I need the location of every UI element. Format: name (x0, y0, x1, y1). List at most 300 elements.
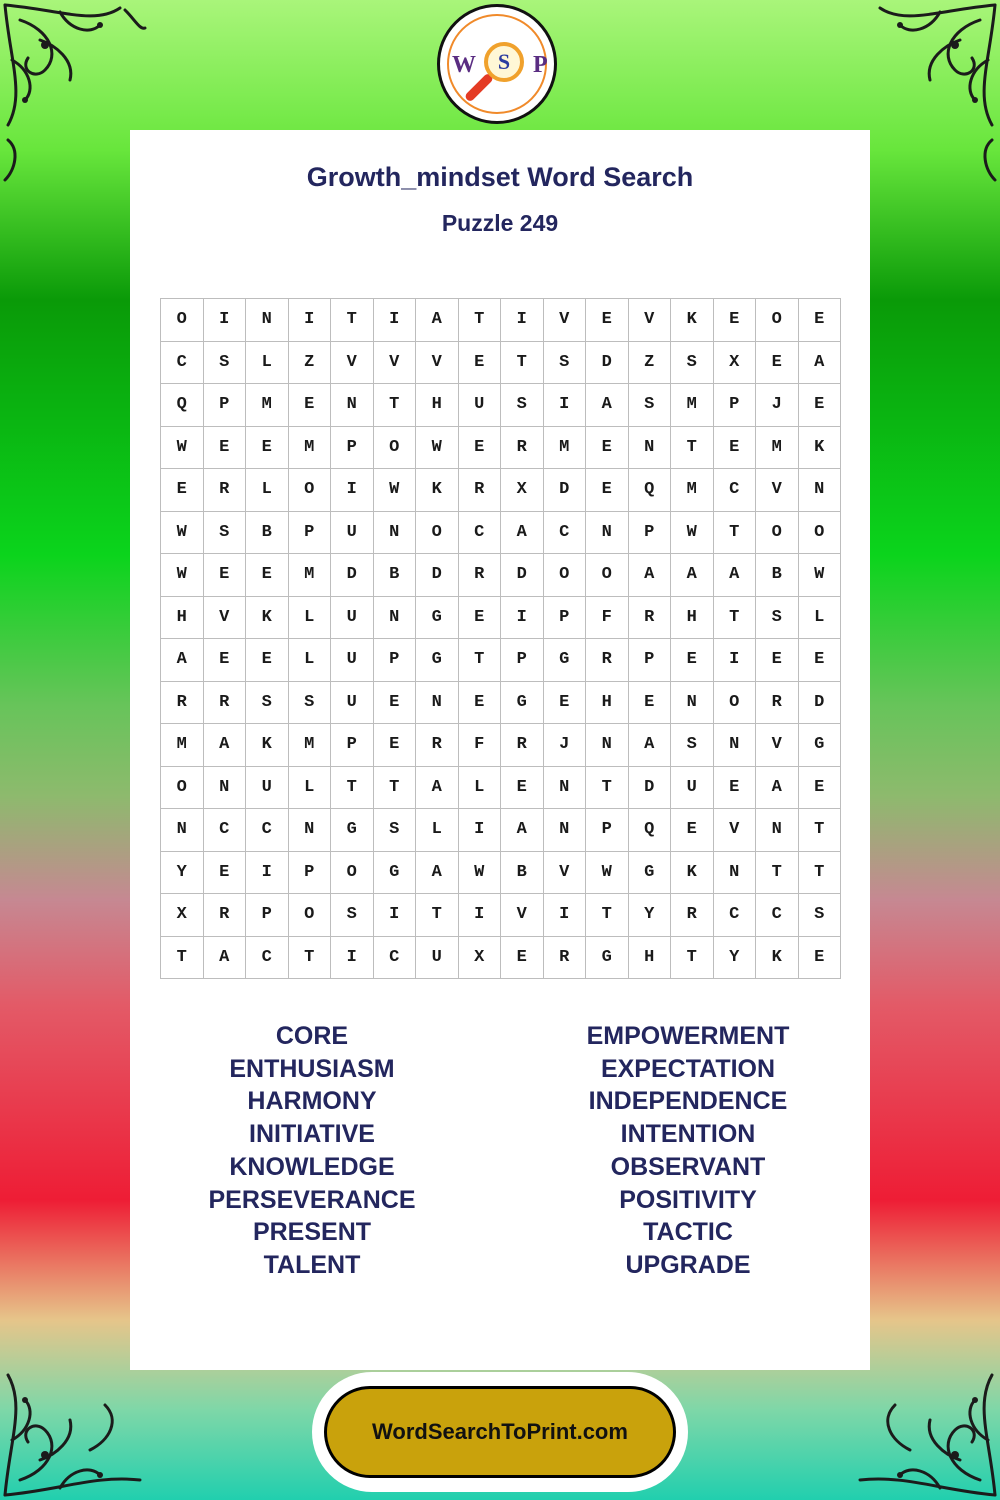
grid-cell[interactable]: K (246, 597, 289, 640)
grid-cell[interactable]: G (544, 639, 587, 682)
grid-cell[interactable]: N (799, 469, 842, 512)
grid-cell[interactable]: D (629, 767, 672, 810)
grid-cell[interactable]: H (161, 597, 204, 640)
grid-cell[interactable]: S (204, 512, 247, 555)
word-item: EMPOWERMENT (586, 1022, 790, 1050)
grid-cell[interactable]: W (799, 554, 842, 597)
grid-cell[interactable]: I (331, 937, 374, 980)
grid-cell[interactable]: R (586, 639, 629, 682)
grid-cell[interactable]: H (629, 937, 672, 980)
grid-cell[interactable]: U (331, 597, 374, 640)
grid-cell[interactable]: T (374, 767, 417, 810)
grid-cell[interactable]: O (331, 852, 374, 895)
grid-cell[interactable]: D (501, 554, 544, 597)
word-item: INITIATIVE (249, 1120, 375, 1149)
grid-cell[interactable]: E (374, 724, 417, 767)
grid-cell[interactable]: K (671, 852, 714, 895)
grid-cell[interactable]: W (459, 852, 502, 895)
grid-cell[interactable]: R (459, 469, 502, 512)
grid-cell[interactable]: I (246, 852, 289, 895)
grid-cell[interactable]: F (459, 724, 502, 767)
grid-cell[interactable]: Y (629, 894, 672, 937)
grid-cell[interactable]: E (459, 597, 502, 640)
grid-cell[interactable]: I (204, 299, 247, 342)
puzzle-card (130, 130, 870, 1370)
grid-cell[interactable]: N (374, 512, 417, 555)
grid-cell[interactable]: Q (629, 809, 672, 852)
grid-cell[interactable]: N (161, 809, 204, 852)
corner-ornament-top-right (850, 0, 1000, 200)
grid-cell[interactable]: P (204, 384, 247, 427)
grid-cell[interactable]: L (246, 469, 289, 512)
grid-cell[interactable]: F (586, 597, 629, 640)
grid-cell[interactable]: A (501, 512, 544, 555)
grid-cell[interactable]: O (374, 427, 417, 470)
grid-cell[interactable]: O (799, 512, 842, 555)
grid-cell[interactable]: E (799, 639, 842, 682)
grid-cell[interactable]: T (331, 299, 374, 342)
grid-cell[interactable]: H (671, 597, 714, 640)
grid-cell[interactable]: K (671, 299, 714, 342)
grid-cell[interactable]: E (246, 639, 289, 682)
grid-cell[interactable]: G (501, 682, 544, 725)
grid-cell[interactable]: E (501, 767, 544, 810)
grid-cell[interactable]: C (714, 894, 757, 937)
grid-cell[interactable]: P (331, 427, 374, 470)
grid-cell[interactable]: Y (714, 937, 757, 980)
grid-cell[interactable]: I (331, 469, 374, 512)
corner-ornament-bottom-left (0, 1300, 150, 1500)
grid-cell[interactable]: I (289, 299, 332, 342)
grid-cell[interactable]: U (331, 512, 374, 555)
grid-cell[interactable]: V (756, 724, 799, 767)
grid-cell[interactable]: V (501, 894, 544, 937)
grid-cell[interactable]: E (204, 852, 247, 895)
grid-cell[interactable]: G (586, 937, 629, 980)
grid-cell[interactable]: A (629, 554, 672, 597)
grid-cell[interactable]: R (416, 724, 459, 767)
grid-cell[interactable]: B (374, 554, 417, 597)
grid-cell[interactable]: O (714, 682, 757, 725)
grid-cell[interactable]: W (671, 512, 714, 555)
flourish-icon (850, 1300, 1000, 1500)
grid-cell[interactable]: C (714, 469, 757, 512)
grid-cell[interactable]: J (756, 384, 799, 427)
grid-cell[interactable]: E (161, 469, 204, 512)
grid-cell[interactable]: P (629, 512, 672, 555)
grid-cell[interactable]: O (289, 469, 332, 512)
grid-cell[interactable]: E (714, 299, 757, 342)
grid-cell[interactable]: H (416, 384, 459, 427)
grid-cell[interactable]: P (289, 852, 332, 895)
site-link[interactable]: WordSearchToPrint.com (324, 1386, 676, 1478)
grid-cell[interactable]: H (586, 682, 629, 725)
grid-cell[interactable]: C (459, 512, 502, 555)
grid-cell[interactable]: S (799, 894, 842, 937)
puzzle-title: Growth_mindset Word Search (306, 162, 694, 192)
grid-cell[interactable]: B (501, 852, 544, 895)
grid-cell[interactable]: B (246, 512, 289, 555)
grid-cell[interactable]: L (416, 809, 459, 852)
grid-cell[interactable]: X (459, 937, 502, 980)
flourish-icon (850, 0, 1000, 200)
word-item: KNOWLEDGE (229, 1152, 395, 1181)
grid-cell[interactable]: A (586, 384, 629, 427)
grid-cell[interactable]: V (714, 809, 757, 852)
grid-cell[interactable]: L (289, 767, 332, 810)
grid-cell[interactable]: E (799, 767, 842, 810)
grid-cell[interactable]: C (204, 809, 247, 852)
grid-cell[interactable]: I (374, 299, 417, 342)
grid-cell[interactable]: T (586, 894, 629, 937)
grid-cell[interactable]: W (416, 427, 459, 470)
grid-cell[interactable]: R (204, 894, 247, 937)
grid-cell[interactable]: A (416, 852, 459, 895)
grid-cell[interactable]: X (714, 342, 757, 385)
grid-cell[interactable]: N (289, 809, 332, 852)
grid-row (161, 512, 841, 555)
grid-cell[interactable]: P (714, 384, 757, 427)
grid-cell[interactable]: Q (161, 384, 204, 427)
grid-cell[interactable]: T (161, 937, 204, 980)
grid-cell[interactable]: M (246, 384, 289, 427)
grid-cell[interactable]: E (459, 682, 502, 725)
word-item: INTENTION (620, 1120, 756, 1149)
grid-cell[interactable]: T (331, 767, 374, 810)
grid-cell[interactable]: V (544, 299, 587, 342)
grid-cell[interactable]: V (331, 342, 374, 385)
grid-cell[interactable]: T (374, 384, 417, 427)
grid-cell[interactable]: E (246, 427, 289, 470)
grid-cell[interactable]: R (756, 682, 799, 725)
grid-cell[interactable]: S (756, 597, 799, 640)
grid-cell[interactable]: T (799, 852, 842, 895)
grid-cell[interactable]: K (246, 724, 289, 767)
grid-cell[interactable]: R (459, 554, 502, 597)
grid-cell[interactable]: D (799, 682, 842, 725)
grid-cell[interactable]: S (671, 342, 714, 385)
grid-cell[interactable]: R (671, 894, 714, 937)
grid-row (161, 342, 841, 385)
grid-cell[interactable]: R (204, 469, 247, 512)
grid-cell[interactable]: M (289, 427, 332, 470)
grid-cell[interactable]: Z (629, 342, 672, 385)
grid-cell[interactable]: T (671, 427, 714, 470)
grid-cell[interactable]: C (246, 809, 289, 852)
grid-cell[interactable]: Z (289, 342, 332, 385)
grid-cell[interactable]: A (714, 554, 757, 597)
grid-row (161, 682, 841, 725)
grid-cell[interactable]: K (756, 937, 799, 980)
grid-cell[interactable]: W (161, 512, 204, 555)
grid-cell[interactable]: A (629, 724, 672, 767)
word-item: TACTIC (643, 1218, 733, 1247)
grid-cell[interactable]: E (204, 554, 247, 597)
word-item: PERSEVERANCE (208, 1185, 416, 1214)
word-list-right (500, 1020, 876, 1282)
grid-cell[interactable]: P (501, 639, 544, 682)
grid-cell[interactable]: T (586, 767, 629, 810)
grid-cell[interactable]: A (799, 342, 842, 385)
grid-cell[interactable]: O (756, 299, 799, 342)
grid-cell[interactable]: D (544, 469, 587, 512)
grid-row (161, 937, 841, 980)
grid-row (161, 554, 841, 597)
grid-cell[interactable]: E (799, 299, 842, 342)
logo-letter-s: S (497, 49, 511, 74)
grid-cell[interactable]: E (714, 427, 757, 470)
grid-cell[interactable]: I (544, 894, 587, 937)
grid-cell[interactable]: E (586, 427, 629, 470)
grid-cell[interactable]: C (374, 937, 417, 980)
grid-cell[interactable]: U (331, 682, 374, 725)
grid-cell[interactable]: U (671, 767, 714, 810)
grid-cell[interactable]: U (416, 937, 459, 980)
grid-cell[interactable]: R (629, 597, 672, 640)
grid-cell[interactable]: E (799, 937, 842, 980)
grid-cell[interactable]: V (544, 852, 587, 895)
grid-cell[interactable]: S (204, 342, 247, 385)
word-item: POSITIVITY (619, 1185, 757, 1214)
grid-cell[interactable]: S (544, 342, 587, 385)
grid-cell[interactable]: S (671, 724, 714, 767)
grid-cell[interactable]: A (204, 937, 247, 980)
grid-cell[interactable]: U (331, 639, 374, 682)
grid-cell[interactable]: I (501, 299, 544, 342)
grid-cell[interactable]: G (629, 852, 672, 895)
grid-cell[interactable]: N (416, 682, 459, 725)
grid-cell[interactable]: M (544, 427, 587, 470)
grid-row (161, 852, 841, 895)
grid-cell[interactable]: R (501, 724, 544, 767)
grid-cell[interactable]: A (756, 767, 799, 810)
grid-cell[interactable]: C (161, 342, 204, 385)
grid-cell[interactable]: S (501, 384, 544, 427)
grid-cell[interactable]: V (204, 597, 247, 640)
grid-cell[interactable]: P (374, 639, 417, 682)
grid-cell[interactable]: A (416, 767, 459, 810)
grid-cell[interactable]: O (289, 894, 332, 937)
grid-cell[interactable]: N (544, 767, 587, 810)
site-badge (312, 1372, 688, 1492)
grid-cell[interactable]: X (161, 894, 204, 937)
grid-cell[interactable]: V (374, 342, 417, 385)
grid-cell[interactable]: U (246, 767, 289, 810)
grid-cell[interactable]: P (289, 512, 332, 555)
grid-cell[interactable]: D (416, 554, 459, 597)
word-item: PRESENT (252, 1218, 372, 1247)
grid-cell[interactable]: P (629, 639, 672, 682)
grid-cell[interactable]: T (714, 597, 757, 640)
grid-cell[interactable]: T (756, 852, 799, 895)
grid-cell[interactable]: O (416, 512, 459, 555)
grid-cell[interactable]: A (671, 554, 714, 597)
grid-cell[interactable]: A (501, 809, 544, 852)
grid-cell[interactable]: O (544, 554, 587, 597)
grid-row (161, 894, 841, 937)
grid-cell[interactable]: P (544, 597, 587, 640)
grid-cell[interactable]: V (756, 469, 799, 512)
grid-cell[interactable]: N (756, 809, 799, 852)
grid-cell[interactable]: W (586, 852, 629, 895)
grid-cell[interactable]: O (161, 767, 204, 810)
grid-row (161, 469, 841, 512)
grid-cell[interactable]: D (331, 554, 374, 597)
magnifier-icon (484, 42, 524, 82)
grid-row (161, 724, 841, 767)
corner-ornament-top-left (0, 0, 150, 200)
grid-cell[interactable]: R (544, 937, 587, 980)
grid-cell[interactable]: A (416, 299, 459, 342)
word-item: TALENT (263, 1250, 361, 1279)
grid-cell[interactable]: T (289, 937, 332, 980)
grid-cell[interactable]: C (544, 512, 587, 555)
grid-row (161, 809, 841, 852)
grid-cell[interactable]: T (671, 937, 714, 980)
grid-cell[interactable]: A (161, 639, 204, 682)
grid-cell[interactable]: E (204, 639, 247, 682)
grid-cell[interactable]: M (671, 469, 714, 512)
grid-cell[interactable]: G (416, 639, 459, 682)
grid-cell[interactable]: N (629, 427, 672, 470)
grid-cell[interactable]: O (586, 554, 629, 597)
grid-cell[interactable]: P (586, 809, 629, 852)
grid-cell[interactable]: I (459, 809, 502, 852)
grid-cell[interactable]: M (289, 724, 332, 767)
grid-cell[interactable]: A (204, 724, 247, 767)
grid-cell[interactable]: N (586, 512, 629, 555)
grid-cell[interactable]: N (671, 682, 714, 725)
grid-cell[interactable]: E (799, 384, 842, 427)
grid-cell[interactable]: E (629, 682, 672, 725)
grid-cell[interactable]: E (204, 427, 247, 470)
corner-ornament-bottom-right (850, 1300, 1000, 1500)
grid-cell[interactable]: J (544, 724, 587, 767)
grid-cell[interactable]: L (246, 342, 289, 385)
grid-cell[interactable]: C (756, 894, 799, 937)
grid-cell[interactable]: E (586, 469, 629, 512)
grid-cell[interactable]: S (331, 894, 374, 937)
letter-grid (160, 298, 841, 979)
grid-cell[interactable]: E (671, 639, 714, 682)
grid-cell[interactable]: T (501, 342, 544, 385)
grid-cell[interactable]: N (544, 809, 587, 852)
grid-cell[interactable]: N (246, 299, 289, 342)
grid-cell[interactable]: T (416, 894, 459, 937)
grid-cell[interactable]: D (586, 342, 629, 385)
grid-cell[interactable]: V (416, 342, 459, 385)
grid-cell[interactable]: M (756, 427, 799, 470)
grid-cell[interactable]: S (289, 682, 332, 725)
grid-cell[interactable]: S (374, 809, 417, 852)
grid-cell[interactable]: E (459, 342, 502, 385)
grid-cell[interactable]: Q (629, 469, 672, 512)
grid-cell[interactable]: E (459, 427, 502, 470)
grid-row (161, 767, 841, 810)
grid-cell[interactable]: N (331, 384, 374, 427)
grid-cell[interactable]: K (799, 427, 842, 470)
grid-cell[interactable]: V (629, 299, 672, 342)
grid-cell[interactable]: E (544, 682, 587, 725)
grid-cell[interactable]: K (416, 469, 459, 512)
grid-cell[interactable]: R (501, 427, 544, 470)
grid-row (161, 384, 841, 427)
grid-cell[interactable]: S (246, 682, 289, 725)
grid-cell[interactable]: C (246, 937, 289, 980)
grid-cell[interactable]: W (161, 554, 204, 597)
grid-cell[interactable]: M (671, 384, 714, 427)
grid-cell[interactable]: N (586, 724, 629, 767)
grid-cell[interactable]: E (501, 937, 544, 980)
word-item: HARMONY (247, 1087, 377, 1116)
word-item: INDEPENDENCE (588, 1087, 788, 1116)
grid-cell[interactable]: L (289, 639, 332, 682)
grid-cell[interactable]: R (161, 682, 204, 725)
grid-cell[interactable]: R (204, 682, 247, 725)
flourish-icon (0, 0, 150, 200)
puzzle-number: Puzzle 249 (441, 210, 559, 236)
grid-cell[interactable]: W (161, 427, 204, 470)
grid-cell[interactable]: T (714, 512, 757, 555)
grid-cell[interactable]: T (459, 639, 502, 682)
grid-cell[interactable]: G (416, 597, 459, 640)
grid-cell[interactable]: G (799, 724, 842, 767)
logo-letter-w: W (452, 52, 476, 78)
grid-cell[interactable]: P (331, 724, 374, 767)
grid-cell[interactable]: N (374, 597, 417, 640)
grid-cell[interactable]: E (756, 639, 799, 682)
grid-cell[interactable]: I (714, 639, 757, 682)
grid-cell[interactable]: E (246, 554, 289, 597)
grid-cell[interactable]: I (544, 384, 587, 427)
grid-cell[interactable]: M (289, 554, 332, 597)
grid-cell[interactable]: Y (161, 852, 204, 895)
word-item: UPGRADE (625, 1250, 751, 1279)
grid-cell[interactable]: O (161, 299, 204, 342)
grid-cell[interactable]: I (501, 597, 544, 640)
grid-cell[interactable]: E (289, 384, 332, 427)
grid-cell[interactable]: L (459, 767, 502, 810)
grid-cell[interactable]: T (459, 299, 502, 342)
grid-cell[interactable]: M (161, 724, 204, 767)
grid-cell[interactable]: E (756, 342, 799, 385)
word-list-left (130, 1020, 494, 1282)
grid-cell[interactable]: X (501, 469, 544, 512)
grid-cell[interactable]: G (374, 852, 417, 895)
grid-cell[interactable]: B (756, 554, 799, 597)
grid-cell[interactable]: G (331, 809, 374, 852)
grid-cell[interactable]: E (374, 682, 417, 725)
grid-cell[interactable]: N (714, 724, 757, 767)
grid-cell[interactable]: S (629, 384, 672, 427)
wsp-logo (437, 4, 557, 124)
grid-cell[interactable]: O (756, 512, 799, 555)
grid-cell[interactable]: P (246, 894, 289, 937)
word-item: CORE (275, 1022, 349, 1050)
grid-cell[interactable]: I (459, 894, 502, 937)
grid-cell[interactable]: I (374, 894, 417, 937)
grid-cell[interactable]: E (714, 767, 757, 810)
grid-cell[interactable]: E (586, 299, 629, 342)
grid-cell[interactable]: T (799, 809, 842, 852)
grid-cell[interactable]: W (374, 469, 417, 512)
grid-cell[interactable]: L (289, 597, 332, 640)
grid-cell[interactable]: N (204, 767, 247, 810)
grid-cell[interactable]: E (671, 809, 714, 852)
grid-cell[interactable]: U (459, 384, 502, 427)
grid-cell[interactable]: N (714, 852, 757, 895)
grid-cell[interactable]: L (799, 597, 842, 640)
